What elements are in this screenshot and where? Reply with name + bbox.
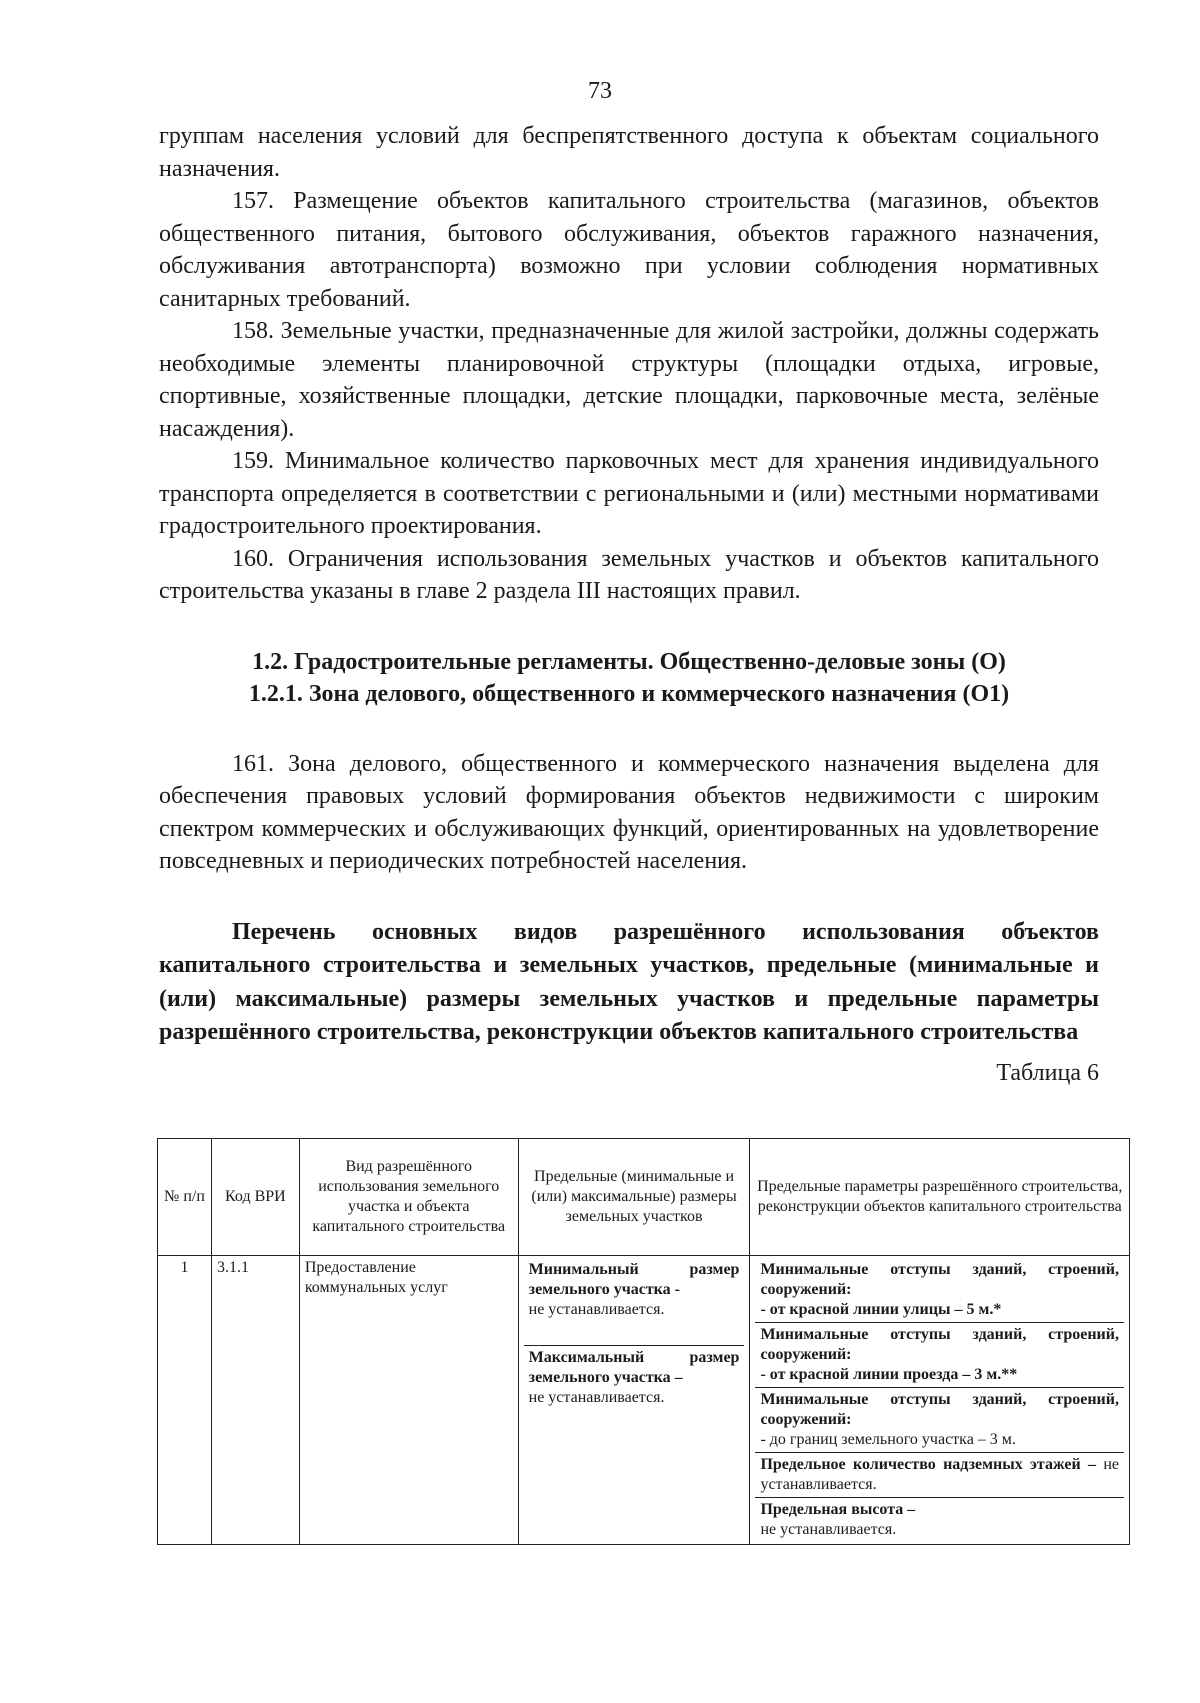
paragraph-160: 160. Ограничения использования земельных участков и объектов капитального строительства указаны в главе 2 раздела III настоящих правил. (159, 545, 1099, 604)
param-setback-driveway (755, 1323, 1124, 1388)
min-size-label: Минимальный размер земельного участка - (528, 1261, 740, 1298)
param-setback-street (755, 1258, 1124, 1323)
subsection-heading: 1.2.1. Зона делового, общественного и коммерческого назначения (О1) (248, 680, 1010, 707)
param-value: - от красной линии улицы – 5 м.* (760, 1301, 1002, 1318)
header-sizes: Предельные (минимальные и (или) максимальные) размеры земельных участков (518, 1139, 750, 1256)
document-body (159, 120, 1099, 1088)
param-label: Минимальные отступы зданий, строений, сооружений: (760, 1326, 1119, 1363)
paragraph-157: 157. Размещение объектов капитального строительства (магазинов, объектов общественного питания, бытового обслуживания, объектов гаражного назначения, обслуживания автотранспорта) возможно при условии соблюдения нормативных санитарных требований. (159, 188, 1099, 312)
table-caption: Таблица 6 (996, 1059, 1099, 1086)
cell-params (750, 1256, 1130, 1545)
section-heading: 1.2. Градостроительные регламенты. Общественно-деловые зоны (О) (252, 648, 1006, 675)
regulations-table (157, 1138, 1130, 1545)
paragraph-continuation: группам населения условий для беспрепятственного доступа к объектам социального назначения. (159, 123, 1099, 182)
cell-type: Предоставление коммунальных услуг (299, 1256, 518, 1545)
max-size-block (524, 1346, 745, 1434)
max-size-value: не устанавливается. (528, 1389, 665, 1406)
param-label: Предельная высота – (760, 1501, 916, 1518)
cell-sizes (518, 1256, 750, 1545)
max-size-label: Максимальный размер земельного участка – (528, 1349, 740, 1386)
cell-num: 1 (158, 1256, 212, 1545)
list-title: Перечень основных видов разрешённого использования объектов капитального строительства и земельных участков, предельные (минимальные и (или) максимальные) размеры земельных участков и предельные параметры разрешённого строительства, реконструкции объектов капитального строительства (159, 918, 1099, 1045)
paragraph-159: 159. Минимальное количество парковочных мест для хранения индивидуального транспорта определяется в соответствии с региональными и (или) местными нормативами градостроительного проектирования. (159, 448, 1099, 539)
header-params: Предельные параметры разрешённого строительства, реконструкции объектов капитального строительства (750, 1139, 1130, 1256)
header-num: № п/п (158, 1139, 212, 1256)
param-label: Минимальные отступы зданий, строений, сооружений: (760, 1391, 1119, 1428)
param-value: не устанавливается. (760, 1456, 1119, 1493)
param-height (755, 1498, 1124, 1542)
param-value: не устанавливается. (760, 1521, 897, 1538)
min-size-value: не устанавливается. (528, 1301, 665, 1318)
section-headings (159, 646, 1099, 710)
header-type: Вид разрешённого использования земельного участка и объекта капитального строительства (299, 1139, 518, 1256)
cell-code: 3.1.1 (211, 1256, 299, 1545)
param-value: - до границ земельного участка – 3 м. (760, 1431, 1016, 1448)
paragraph-158: 158. Земельные участки, предназначенные для жилой застройки, должны содержать необходимые элементы планировочной структуры (площадки отдыха, игровые, спортивные, хозяйственные площадки, детские площадки, парковочные места, зелёные насаждения). (159, 318, 1099, 442)
header-code: Код ВРИ (211, 1139, 299, 1256)
param-setback-boundary (755, 1388, 1124, 1453)
param-value: - от красной линии проезда – 3 м.** (760, 1366, 1018, 1383)
param-floors (755, 1453, 1124, 1498)
page-number: 73 (588, 78, 612, 104)
table-row (158, 1256, 1130, 1545)
param-label: Предельное количество надземных этажей – (760, 1456, 1097, 1473)
min-size-block (524, 1258, 745, 1346)
table-header-row (158, 1139, 1130, 1256)
param-label: Минимальные отступы зданий, строений, сооружений: (760, 1261, 1119, 1298)
paragraph-161: 161. Зона делового, общественного и коммерческого назначения выделена для обеспечения правовых условий формирования объектов недвижимости с широким спектром коммерческих и обслуживающих функций, ориентированных на удовлетворение повседневных и периодических потребностей населения. (159, 750, 1099, 874)
